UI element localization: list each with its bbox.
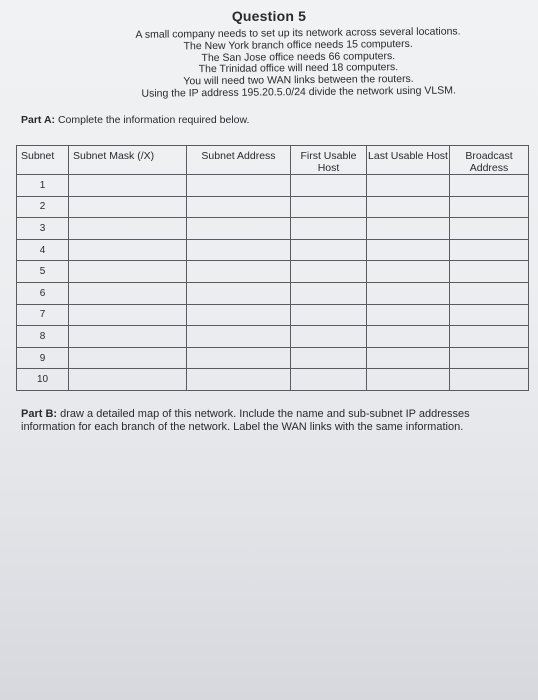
answer-cell — [367, 261, 450, 283]
part-a-text: Complete the information required below. — [57, 114, 250, 126]
answer-cell — [291, 261, 367, 283]
answer-cell — [450, 326, 529, 348]
answer-cell — [69, 261, 187, 283]
column-header: Subnet Mask (/X) — [69, 146, 187, 175]
intro-line: You will need two WAN links between the routers. — [183, 73, 414, 88]
answer-cell — [291, 175, 367, 197]
answer-cell — [367, 304, 450, 326]
table-row — [17, 304, 529, 326]
answer-cell — [291, 369, 367, 391]
subnet-number-cell: 9 — [17, 347, 69, 369]
answer-cell — [367, 282, 450, 304]
answer-cell — [187, 261, 291, 283]
answer-cell — [187, 304, 291, 326]
subnet-number-cell: 10 — [17, 369, 69, 391]
answer-cell — [291, 326, 367, 348]
answer-cell — [450, 218, 529, 240]
subnet-number-cell: 6 — [17, 282, 69, 304]
answer-cell — [450, 175, 529, 197]
subnet-number-cell: 8 — [17, 326, 69, 348]
answer-cell — [450, 261, 529, 283]
table-row — [17, 196, 529, 218]
answer-cell — [69, 196, 187, 218]
part-b-instruction — [21, 408, 526, 433]
intro-line: The New York branch office needs 15 computers. — [183, 37, 413, 53]
answer-cell — [69, 347, 187, 369]
answer-cell — [450, 304, 529, 326]
answer-cell — [450, 347, 529, 369]
subnet-number-cell: 4 — [17, 239, 69, 261]
answer-cell — [69, 239, 187, 261]
question-intro — [118, 26, 479, 101]
column-header: Last Usable Host — [367, 146, 450, 175]
answer-cell — [69, 326, 187, 348]
question-title: Question 5 — [231, 8, 307, 24]
intro-line: A small company needs to set up its network across several locations. — [135, 25, 461, 41]
answer-cell — [291, 347, 367, 369]
table-row — [17, 282, 529, 304]
answer-cell — [367, 239, 450, 261]
table-header-row — [17, 146, 529, 175]
answer-cell — [291, 239, 367, 261]
answer-cell — [450, 196, 529, 218]
table-row — [17, 261, 529, 283]
table-row — [17, 347, 529, 369]
column-header: Subnet — [17, 146, 69, 175]
answer-cell — [367, 347, 450, 369]
answer-cell — [69, 175, 187, 197]
answer-cell — [291, 218, 367, 240]
subnet-number-cell: 5 — [17, 261, 69, 283]
column-header: First Usable Host — [291, 146, 367, 175]
answer-cell — [450, 239, 529, 261]
table-row — [17, 326, 529, 348]
subnet-number-cell: 7 — [17, 304, 69, 326]
answer-cell — [187, 369, 291, 391]
answer-cell — [69, 369, 187, 391]
intro-line: The Trinidad office will need 18 computers. — [198, 61, 399, 76]
answer-cell — [187, 239, 291, 261]
answer-cell — [291, 282, 367, 304]
answer-cell — [187, 196, 291, 218]
part-b-text: draw a detailed map of this network. Include the name and sub-subnet IP addresses information for each branch of the network. Label the WAN links with the same information. — [21, 408, 470, 433]
answer-cell — [69, 282, 187, 304]
answer-cell — [187, 175, 291, 197]
intro-line: The San Jose office needs 66 computers. — [201, 49, 396, 64]
intro-line: Using the IP address 195.20.5.0/24 divide the network using VLSM. — [141, 84, 456, 100]
answer-cell — [187, 218, 291, 240]
subnet-number-cell: 3 — [17, 218, 69, 240]
answer-cell — [367, 326, 450, 348]
answer-cell — [367, 369, 450, 391]
part-b-label: Part B: — [21, 408, 58, 420]
answer-cell — [69, 218, 187, 240]
answer-cell — [291, 196, 367, 218]
subnet-number-cell: 2 — [17, 196, 69, 218]
answer-cell — [450, 369, 529, 391]
answer-cell — [69, 304, 187, 326]
answer-cell — [367, 218, 450, 240]
column-header: Subnet Address — [187, 146, 291, 175]
subnet-table — [16, 145, 529, 391]
table-row — [17, 369, 529, 391]
column-header: Broadcast Address — [450, 146, 529, 175]
table-row — [17, 218, 529, 240]
part-a-label: Part A: — [21, 114, 56, 126]
answer-cell — [187, 347, 291, 369]
answer-cell — [187, 282, 291, 304]
answer-cell — [367, 175, 450, 197]
subnet-number-cell: 1 — [17, 175, 69, 197]
answer-cell — [367, 196, 450, 218]
table-row — [17, 239, 529, 261]
answer-cell — [291, 304, 367, 326]
answer-cell — [187, 326, 291, 348]
table-row — [17, 175, 529, 197]
table-body — [17, 175, 529, 391]
answer-cell — [450, 282, 529, 304]
part-a-instruction — [21, 114, 249, 126]
